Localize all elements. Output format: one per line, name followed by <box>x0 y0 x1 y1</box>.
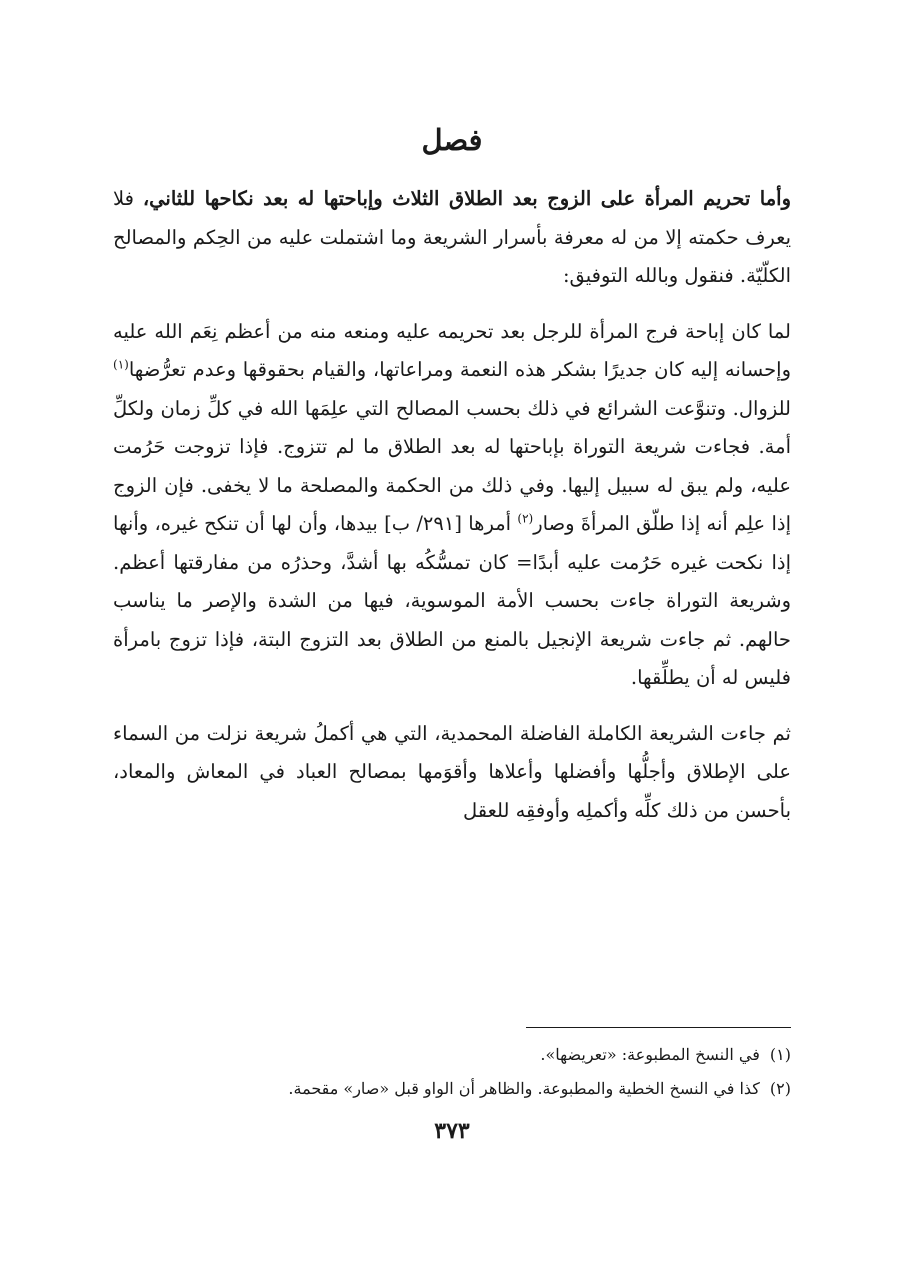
paragraph-final: ثم جاءت الشريعة الكاملة الفاضلة المحمدية، التي هي أكملُ شريعة نزلت من السماء على الإطلاق وأجلُّها وأفضلها وأعلاها وأقوَمها بمصالح العباد في المعاش والمعاد، بأحسن من ذلك كلِّه وأكملِه وأوفقِه للعقل <box>113 721 791 822</box>
page-number: ٣٧٣ <box>434 1118 470 1144</box>
paragraph-text: فلا يعرف حكمته إلا من له معرفة بأسرار الشريعة وما اشتملت عليه من الحِكم والمصالح الكلّيّة. فنقول وبالله التوفيق: <box>113 187 791 287</box>
footnote-item <box>113 1038 791 1072</box>
paragraph-text: لما كان إباحة فرج المرأة للرجل بعد تحريمه عليه ومنعه منه من أعظم نِعَم الله عليه وإحسانه إليه كان جديرًا بشكر هذه النعمة ومراعاتها، والقيام بحقوقها وعدم تعرُّضها <box>113 319 791 381</box>
footnote-item <box>113 1072 791 1106</box>
paragraph-opening <box>113 180 791 296</box>
footnote-number: (٢) <box>769 1079 791 1098</box>
footnote-text: في النسخ المطبوعة: «تعريضها». <box>540 1045 760 1064</box>
footnote-number: (١) <box>769 1045 791 1064</box>
book-page <box>113 0 791 1271</box>
footnote-marker-2[interactable]: (٢) <box>517 511 534 526</box>
footnote-marker-1[interactable]: (١) <box>113 357 129 372</box>
footnotes <box>113 1038 791 1106</box>
footnote-divider <box>526 1027 791 1028</box>
section-heading: فصل <box>421 123 483 157</box>
paragraph-text: أمرها [٢٩١/ ب] بيدها، وأن لها أن تنكح غيره، وأنها إذا نكحت غيره حَرُمت عليه أبدًا= كان تمسُّكُه بها أشدَّ، وحذرُه من مفارقتها أعظم. وشريعة التوراة جاءت بحسب الأمة الموسوية، فيها من الشدة والإصر ما يناسب حالهم. ثم جاءت شريعة الإنجيل بالمنع من الطلاق بعد التزوج البتة، فإذا تزوج بامرأة فليس له أن يطلِّقها. <box>113 512 791 689</box>
body-text <box>113 180 791 847</box>
paragraph-lead-bold: وأما تحريم المرأة على الزوج بعد الطلاق الثلاث وإباحتها له بعد نكاحها للثاني، <box>142 187 792 210</box>
paragraph-text: للزوال. وتنوَّعت الشرائع في ذلك بحسب المصالح التي علِمَها الله في كلِّ زمان ولكلِّ أمة. فجاءت شريعة التوراة بإباحتها له بعد الطلاق ما لم تتزوج. فإذا تزوجت حَرُمت عليه، ولم يبق له سبيل إليها. وفي ذلك من الحكمة والمصلحة ما لا يخفى. فإن الزوج إذا علِم أنه إذا طلّق المرأةَ وصار <box>113 396 791 535</box>
paragraph-main <box>113 313 791 698</box>
footnote-text: كذا في النسخ الخطية والمطبوعة. والظاهر أن الواو قبل «صار» مقحمة. <box>288 1079 760 1098</box>
